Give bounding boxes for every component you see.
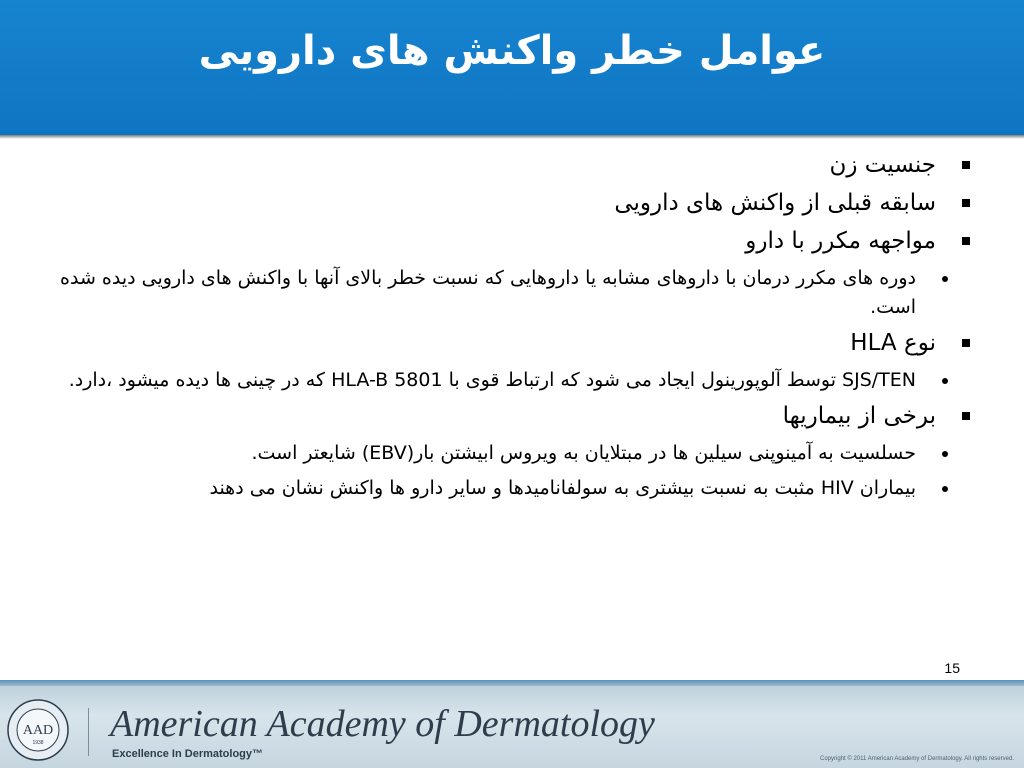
copyright-notice: Copyright © 2011 American Academy of Dermatology. All rights reserved.	[820, 756, 1014, 762]
bullet-text: SJS/TEN توسط آلوپورینول ایجاد می شود که ارتباط قوی با HLA-B 5801 که در چینی ها دیده میشود ،دارد.	[68, 369, 916, 391]
square-bullet-icon	[962, 412, 970, 420]
bullet-list	[40, 150, 970, 509]
sub-bullet-item	[40, 439, 970, 468]
round-bullet-icon	[942, 451, 948, 457]
sub-bullet-item	[40, 366, 970, 395]
square-bullet-icon	[962, 339, 970, 347]
bullet-item	[40, 188, 970, 219]
bullet-text: مواجهه مکرر با دارو	[745, 228, 936, 254]
round-bullet-icon	[942, 378, 948, 384]
footer-divider	[88, 708, 89, 756]
square-bullet-icon	[962, 237, 970, 245]
slide-header	[0, 0, 1024, 135]
bullet-text: دوره های مکرر درمان با داروهای مشابه یا داروهایی که نسبت خطر بالای آنها با واکنش های دارویی دیده شده است.	[60, 267, 916, 318]
round-bullet-icon	[942, 276, 948, 282]
bullet-text: جنسیت زن	[829, 152, 936, 178]
bullet-text: نوع HLA	[850, 330, 936, 356]
organization-tagline: Excellence In Dermatology™	[112, 748, 263, 760]
bullet-item	[40, 401, 970, 432]
header-shadow	[0, 135, 1024, 139]
aad-logo-icon	[6, 698, 70, 762]
logo-year: 1938	[32, 740, 44, 746]
footer-top-line	[0, 680, 1024, 686]
square-bullet-icon	[962, 199, 970, 207]
slide-title: عوامل خطر واکنش های دارویی	[198, 28, 826, 74]
sub-bullet-item	[40, 474, 970, 503]
bullet-item	[40, 328, 970, 359]
round-bullet-icon	[942, 486, 948, 492]
bullet-text: بیماران HIV مثبت به نسبت بیشتری به سولفانامیدها و سایر دارو ها واکنش نشان می دهند	[209, 477, 916, 499]
square-bullet-icon	[962, 161, 970, 169]
footer-banner	[0, 680, 1024, 768]
bullet-text: حسلسیت به آمینوپنی سیلین ها در مبتلایان به ویروس ابیشتن بار(EBV) شایعتر است.	[251, 442, 916, 464]
bullet-item	[40, 226, 970, 257]
bullet-text: برخی از بیماریها	[782, 403, 936, 429]
bullet-text: سابقه قبلی از واکنش های دارویی	[614, 190, 936, 216]
bullet-item	[40, 150, 970, 181]
page-number: 15	[944, 660, 960, 676]
sub-bullet-item	[40, 264, 970, 322]
organization-name: American Academy of Dermatology	[110, 703, 655, 745]
logo-letters: AAD	[22, 723, 54, 738]
